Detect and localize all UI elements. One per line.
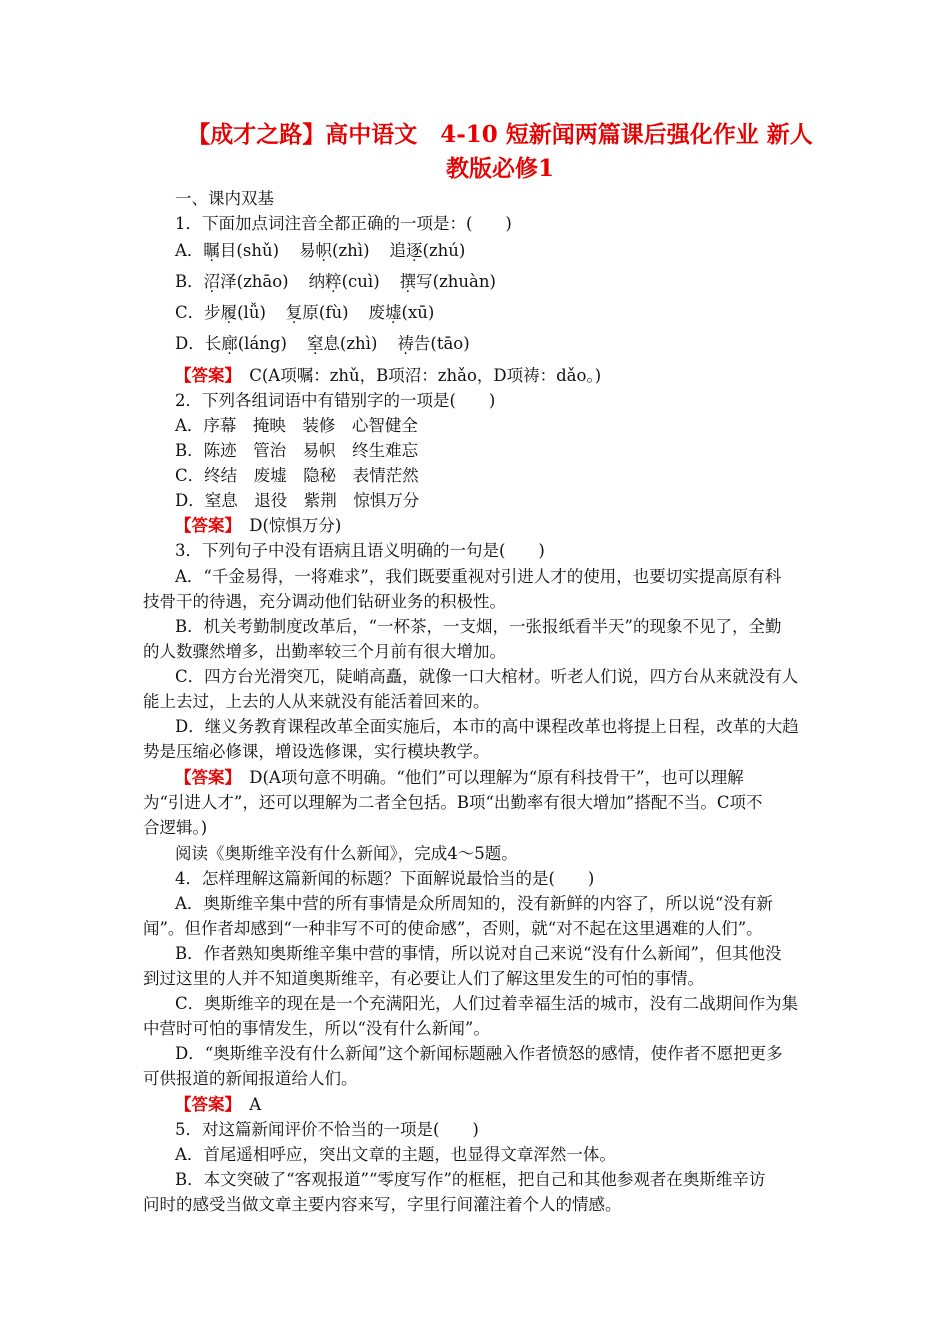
q4-stem: 4．怎样理解这篇新闻的标题？下面解说最恰当的是( ) [175,869,595,888]
q2-stem: 2．下列各组词语中有错别字的一项是( ) [175,391,496,410]
q4-option-d-cont: 可供报道的新闻报道给人们。 [143,1069,358,1088]
answer-tag: 【答案】 [175,1095,233,1114]
q1-option-d: D．长廊(láng) 窒息(zhì) 祷告(tāo) [175,334,470,353]
q2-option-b: B．陈迹 管治 易帜 终生难忘 [175,441,419,460]
q4-option-b-cont: 到过这里的人并不知道奥斯维辛，有必要让人们了解这里发生的可怕的事情。 [143,969,704,988]
answer-tag: 【答案】 [175,768,233,787]
q5-option-a: A．首尾遥相呼应，突出文章的主题，也显得文章浑然一体。 [175,1145,616,1164]
q4-answer: 【答案】 A [175,1095,262,1114]
q2-option-a: A．序幕 掩映 装修 心智健全 [175,416,418,435]
title-line-1: 【成才之路】高中语文 4-10 短新闻两篇课后强化作业 新人 [187,121,813,148]
q3-option-b: B．机关考勤制度改革后，“一杯茶，一支烟，一张报纸看半天”的现象不见了，全勤 [175,617,782,636]
q1-answer: 【答案】 C(A项嘱：zhǔ，B项沼：zhǎo，D项祷：dǎo。) [175,366,602,385]
q4-option-a: A．奥斯维辛集中营的所有事情是众所周知的，没有新鲜的内容了，所以说“没有新 [175,894,773,913]
q2-option-d: D．窒息 退役 紫荆 惊惧万分 [175,491,420,510]
answer-tag: 【答案】 [175,516,233,535]
q5-option-b: B．本文突破了“客观报道”“零度写作”的框框，把自己和其他参观者在奥斯维辛访 [175,1170,766,1189]
q1-option-a: A．瞩目(shǔ) 易帜(zhì) 追逐(zhú) [175,241,466,260]
q3-stem: 3．下列句子中没有语病且语义明确的一句是( ) [175,541,545,560]
q1-option-b: B．沼泽(zhāo) 纳粹(cuì) 撰写(zhuàn) [175,272,496,291]
q3-option-d: D．继义务教育课程改革全面实施后，本市的高中课程改革也将提上日程，改革的大趋 [175,717,799,736]
title-line-2: 教版必修1 [445,155,554,182]
q4-option-b: B．作者熟知奥斯维辛集中营的事情，所以说对自己来说“没有什么新闻”，但其他没 [175,944,782,963]
q3-answer-cont-2: 合逻辑。) [143,818,208,837]
q1-stem: 1．下面加点词注音全都正确的一项是：( ) [175,214,512,233]
answer-tag: 【答案】 [175,366,233,385]
q4-option-d: D．“奥斯维辛没有什么新闻”这个新闻标题融入作者愤怒的感情，使作者不愿把更多 [175,1044,783,1063]
q2-option-c: C．终结 废墟 隐秘 表情茫然 [175,466,419,485]
q3-option-a-cont: 技骨干的待遇，充分调动他们钻研业务的积极性。 [143,592,506,611]
document-title [140,118,860,186]
q5-option-b-cont: 问时的感受当做文章主要内容来写，字里行间灌注着个人的情感。 [143,1195,622,1214]
q5-stem: 5．对这篇新闻评价不恰当的一项是( ) [175,1120,479,1139]
q4-option-c-cont: 中营时可怕的事情发生，所以“没有什么新闻”。 [143,1019,490,1038]
q3-answer-cont-1: 为“引进人才”，还可以理解为二者全包括。B项“出勤率有很大增加”搭配不当。C项不 [143,793,763,812]
q3-option-c: C．四方台光滑突兀，陡峭高矗，就像一口大棺材。听老人们说，四方台从来就没有人 [175,667,799,686]
q3-answer: 【答案】 D(A项句意不明确。“他们”可以理解为“原有科技骨干”，也可以理解 [175,768,744,787]
q3-option-d-cont: 势是压缩必修课，增设选修课，实行模块教学。 [143,742,490,761]
q2-answer: 【答案】 D(惊惧万分) [175,516,342,535]
q1-option-c: C．步履(lǚ) 复原(fù) 废墟(xū) [175,303,435,322]
q3-option-b-cont: 的人数骤然增多，出勤率较三个月前有很大增加。 [143,642,506,661]
reading-prompt: 阅读《奥斯维辛没有什么新闻》，完成4～5题。 [175,844,518,863]
q3-option-a: A．“千金易得，一将难求”，我们既要重视对引进人才的使用，也要切实提高原有科 [175,567,782,586]
q3-option-c-cont: 能上去过，上去的人从来就没有能活着回来的。 [143,692,490,711]
q4-option-a-cont: 闻”。但作者却感到“一种非写不可的使命感”，否则，就“对不起在这里遇难的人们”。 [143,919,763,938]
section-heading: 一、课内双基 [175,189,274,208]
q4-option-c: C．奥斯维辛的现在是一个充满阳光，人们过着幸福生活的城市，没有二战期间作为集 [175,994,799,1013]
